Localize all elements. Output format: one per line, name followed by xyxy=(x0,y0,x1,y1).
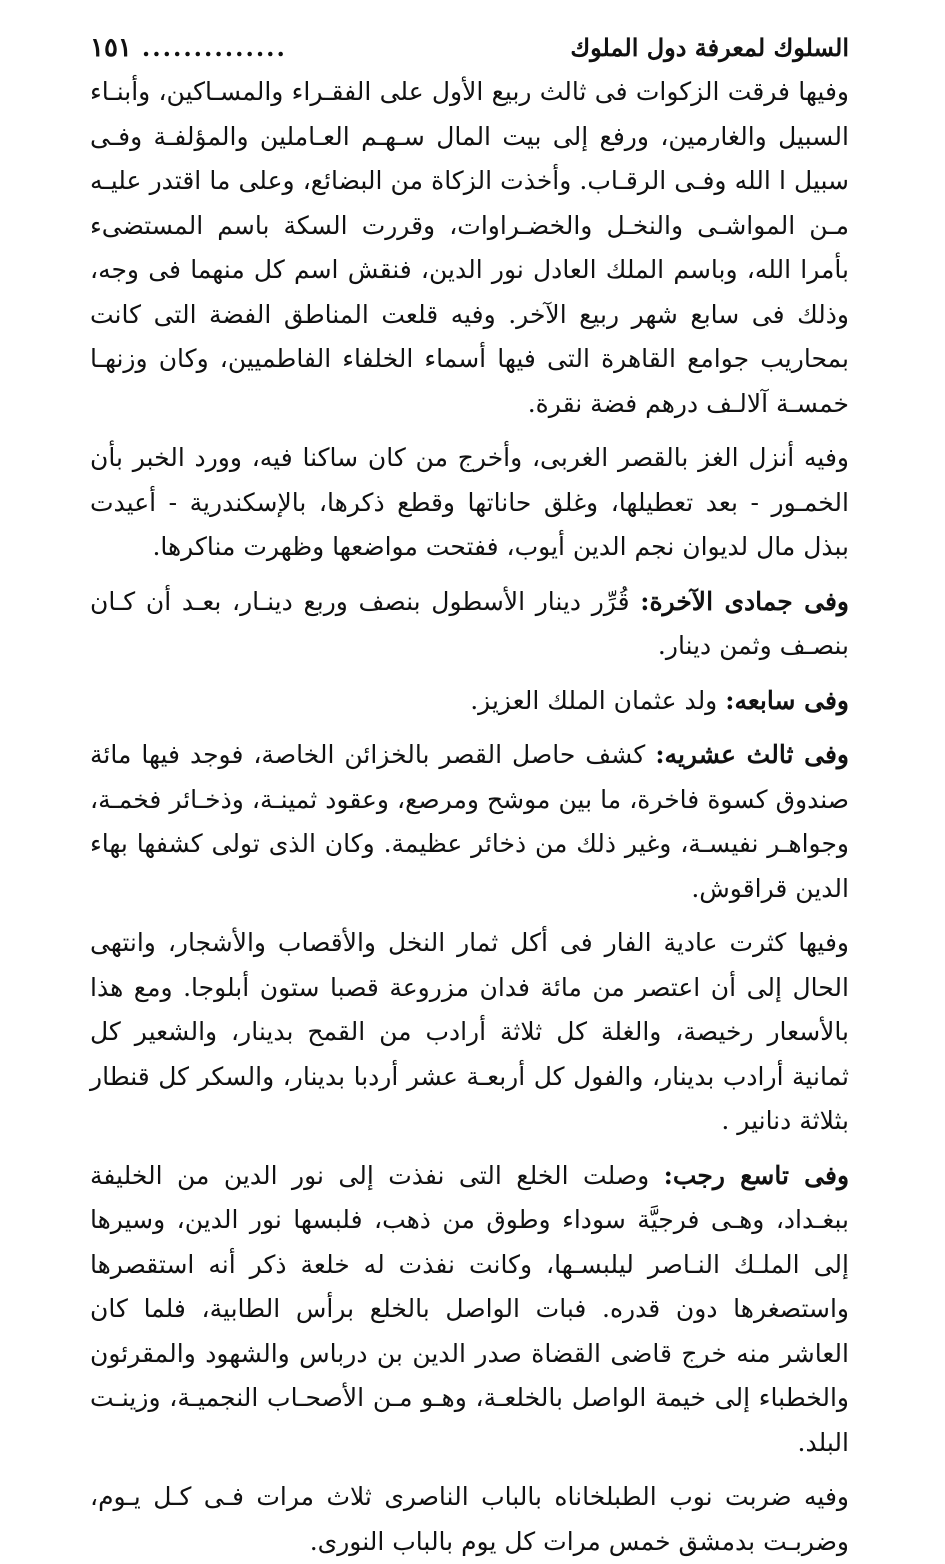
leader-dots: .............. xyxy=(141,33,287,62)
paragraph-zakat xyxy=(90,70,849,426)
paragraph-tablkhanah xyxy=(90,1475,849,1564)
paragraph-lead: وفى سابعه: xyxy=(725,685,849,715)
paragraph-text: وفيها فرقت الزكوات فى ثالث ربيع الأول على الفقـراء والمسـاكين، وأبنـاء السبيل والغارمين، ورفع إلى بيت المال سـهـم العـاملين والمؤلفـة وفـى سبيل ا الله وفـى الرقـاب. وأخذت الزكاة من البضائع، وعلى ما اقتدر عليـه مـن المواشـى والنخـل والخضـراوات، وقررت السكة باسم المستضىء بأمرا الله، وباسم الملك العادل نور الدين، فنقش اسم كل منهما فى وجه، وذلك فى سابع شهر ربيع الآخر. وفيه قلعت المناطق الفضة التى كانت بمحاريب جوامع القاهرة التى فيها أسماء الخلفاء الفاطميين، وكان وزنهـا خمسـة آلالـف درهم فضة نقرة. xyxy=(90,77,849,418)
paragraph-text: وفيه ضربت نوب الطبلخاناه بالباب الناصرى ثلاث مرات فـى كـل يـوم، وضربـت بدمشق خمس مرات كل يوم بالباب النورى. xyxy=(90,1482,849,1556)
paragraph-jumada xyxy=(90,580,849,669)
running-header xyxy=(90,28,849,70)
paragraph-text: ولد عثمان الملك العزيز. xyxy=(470,685,718,715)
paragraph-lead: وفى ثالث عشريه: xyxy=(655,740,849,769)
paragraph-mice xyxy=(90,921,849,1144)
paragraph-western-palace xyxy=(90,436,849,570)
running-title: السلوك لمعرفة دول الملوك xyxy=(570,33,849,62)
paragraph-rajab xyxy=(90,1154,849,1466)
paragraph-text: وفيها كثرت عادية الفار فى أكل ثمار النخل والأقصاب والأشجار، وانتهى الحال إلى أن اعتصر من مائة فدان مزروعة قصبا ستون أبلوجا. ومع هذا بالأسعار رخيصة، والغلة كل ثلاثة أرادب من القمح بدينار، والشعير كل ثمانية أرادب بدينار، والفول كل أربعـة عشر أردبا بدينار، والسكر كل قنطار بثلاثة دنانير . xyxy=(90,928,849,1135)
paragraph-text: كشف حاصل القصر بالخزائن الخاصة، فوجد فيها مائة صندوق كسوة فاخرة، ما بين موشح ومرصع، وعقود ثمينـة، وذخـائر فخمـة، وجواهـر نفيسـة، وغير ذلك من ذخائر عظيمة. وكان الذى تولى كشفها بهاء الدين قراقوش. xyxy=(90,740,849,903)
paragraph-twenty-third xyxy=(90,733,849,911)
paragraph-lead: وفى تاسع رجب: xyxy=(663,1160,850,1190)
paragraph-text: وفيه أنزل الغز بالقصر الغربى، وأخرج من كان ساكنا فيه، وورد الخبر بأن الخمـور - بعد تعطيلها، وغلق حاناتها وقطع ذكرها، بالإسكندرية - أعيدت ببذل مال لديوان نجم الدين أيوب، ففتحت مواضعها وظهرت مناكرها. xyxy=(90,443,849,561)
paragraph-seventh xyxy=(90,679,849,724)
paragraph-text: قُرِّر دينار الأسطول بنصف وربع دينـار، بعـد أن كـان بنصـف وثمن دينار. xyxy=(90,586,849,660)
paragraph-lead: وفى جمادى الآخرة: xyxy=(640,586,849,616)
page-number: ١٥١ xyxy=(90,33,132,63)
paragraph-text: وصلت الخلع التى نفذت إلى نور الدين من الخليفة ببغـداد، وهـى فرجيَّة سوداء وطوق من ذهب، فلبسها نور الدين، وسيرها إلى الملـك النـاصر ليلبسـها، وكانت نفذت له خلعة ذكر أنه استقصرها واستصغرها دون قدره. فبات الواصل بالخلع برأس الطابية، فلما كان العاشر منه خرج قاضى القضاة صدر الدين بن درباس والشهود والمقرئون والخطباء إلى خيمة الواصل بالخلعـة، وهـو مـن الأصحـاب النجميـة، وزينـت البلد. xyxy=(90,1160,849,1457)
